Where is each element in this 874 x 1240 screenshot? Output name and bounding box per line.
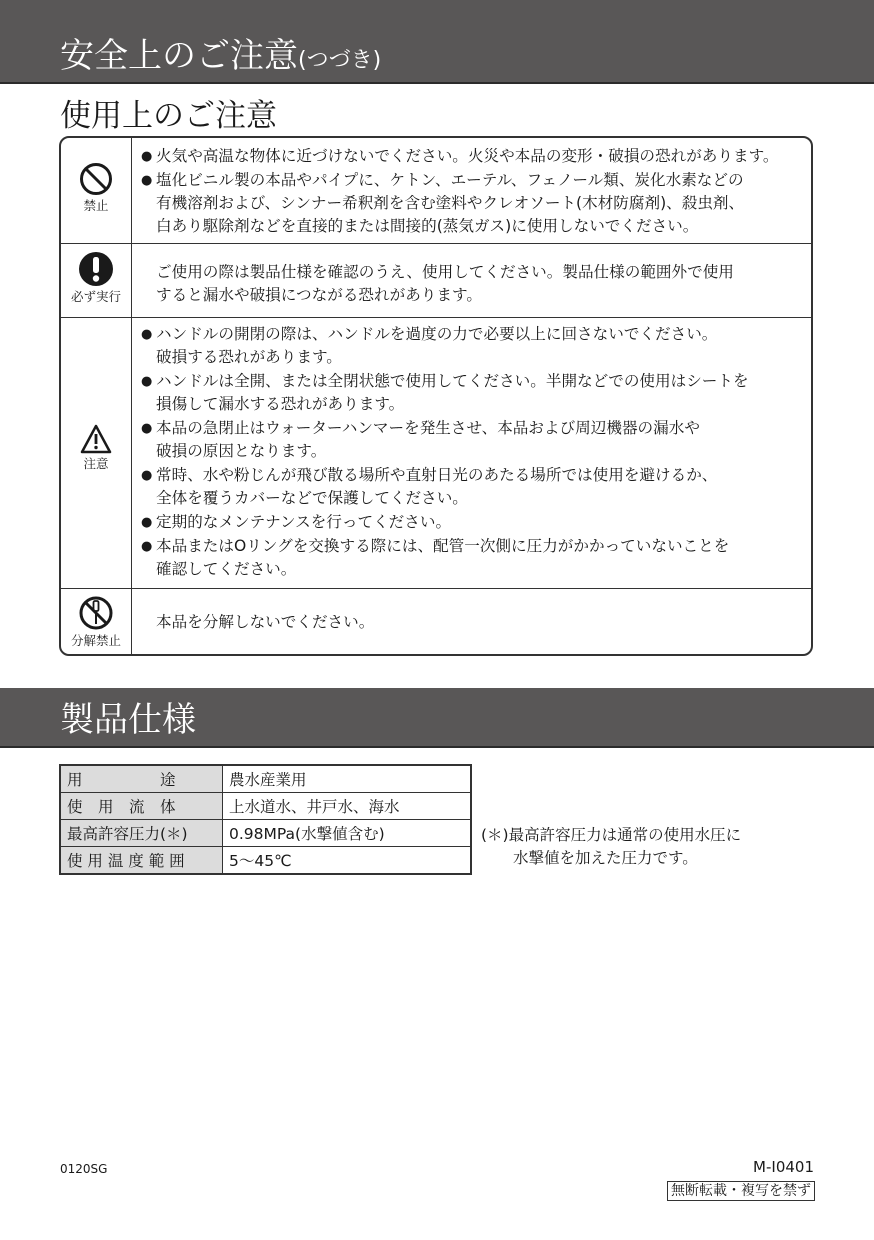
page-title <box>60 34 381 83</box>
spec-value: 上水道水、井戸水、海水 <box>223 793 472 820</box>
spec-label: 用 途 <box>60 765 223 793</box>
document-code-right: M-I0401 <box>753 1158 814 1176</box>
caution-item: ● 本品またはOリングを交換する際には、配管一次側に圧力がかかっていないことを 確認してください。 <box>141 535 805 581</box>
spec-value: 5〜45℃ <box>223 847 472 875</box>
spec-heading: 製品仕様 <box>60 700 196 740</box>
spec-band <box>0 688 874 748</box>
page-title-suffix: (つづき) <box>298 48 382 73</box>
table-row <box>60 765 471 793</box>
caution-icon-cell <box>61 318 132 588</box>
usage-heading: 使用上のご注意 <box>60 98 277 134</box>
table-row <box>60 820 471 847</box>
document-code-left: 0120SG <box>60 1162 108 1176</box>
caution-item: 本品を分解しないでください。 <box>156 613 375 631</box>
caution-row-no-disassembly <box>61 588 811 656</box>
spec-footnote <box>481 824 741 870</box>
prohibit-label: 禁止 <box>83 198 109 213</box>
spec-label: 使 用 温 度 範 囲 <box>60 847 223 875</box>
spec-value: 0.98MPa(水撃値含む) <box>223 820 472 847</box>
caution-item: ● 常時、水や粉じんが飛び散る場所や直射日光のあたる場所では使用を避けるか、 全体を覆うカバーなどで保護してください。 <box>141 464 805 510</box>
mandatory-label: 必ず実行 <box>70 289 121 304</box>
caution-item: ● ハンドルの開閉の際は、ハンドルを過度の力で必要以上に回さないでください。 破損する恐れがあります。 <box>141 323 805 369</box>
caution-icon-cell <box>61 589 132 656</box>
caution-item: ご使用の際は製品仕様を確認のうえ、使用してください。製品仕様の範囲外で使用 すると漏水や破損につながる恐れがあります。 <box>156 263 734 304</box>
caution-row-prohibit <box>61 138 811 243</box>
spec-label: 最高許容圧力(＊) <box>60 820 223 847</box>
spec-label: 使 用 流 体 <box>60 793 223 820</box>
copyright-notice: 無断転載・複写を禁ず <box>667 1181 815 1201</box>
mandatory-exclamation-icon <box>61 251 131 287</box>
caution-label: 注意 <box>83 456 109 471</box>
prohibition-icon <box>61 162 131 196</box>
caution-icon-cell <box>61 138 132 243</box>
spec-value: 農水産業用 <box>223 765 472 793</box>
caution-triangle-icon <box>61 424 131 454</box>
usage-caution-box <box>59 136 813 656</box>
caution-item: ● ハンドルは全開、または全閉状態で使用してください。半開などでの使用はシートを 損傷して漏水する恐れがあります。 <box>141 370 805 416</box>
caution-item: ● 塩化ビニル製の本品やパイプに、ケトン、エーテル、フェノール類、炭化水素などの 有機溶剤および、シンナー希釈剤を含む塗料やクレオソート(木材防腐剤)、殺虫剤、 白あり駆除剤などを直接的または間接的(蒸気ガス)に使用しないでください。 <box>141 169 805 238</box>
caution-item: ● 本品の急閉止はウォーターハンマーを発生させ、本品および周辺機器の漏水や 破損の原因となります。 <box>141 417 805 463</box>
caution-item: ● 定期的なメンテナンスを行ってください。 <box>141 511 805 534</box>
spec-footnote-line1: (＊)最高許容圧力は通常の使用水圧に <box>481 826 742 844</box>
header-band <box>0 0 874 84</box>
table-row <box>60 793 471 820</box>
page-title-main: 安全上のご注意 <box>60 36 298 76</box>
spec-footnote-line2: 水撃値を加えた圧力です。 <box>513 849 698 867</box>
caution-icon-cell <box>61 244 132 317</box>
caution-row-mandatory <box>61 243 811 317</box>
spec-table <box>59 764 472 875</box>
no-disassembly-label: 分解禁止 <box>70 633 121 648</box>
caution-item: ● 火気や高温な物体に近づけないでください。火災や本品の変形・破損の恐れがあります。 <box>141 145 805 168</box>
no-disassembly-icon <box>61 595 131 631</box>
table-row <box>60 847 471 875</box>
caution-row-caution <box>61 317 811 588</box>
